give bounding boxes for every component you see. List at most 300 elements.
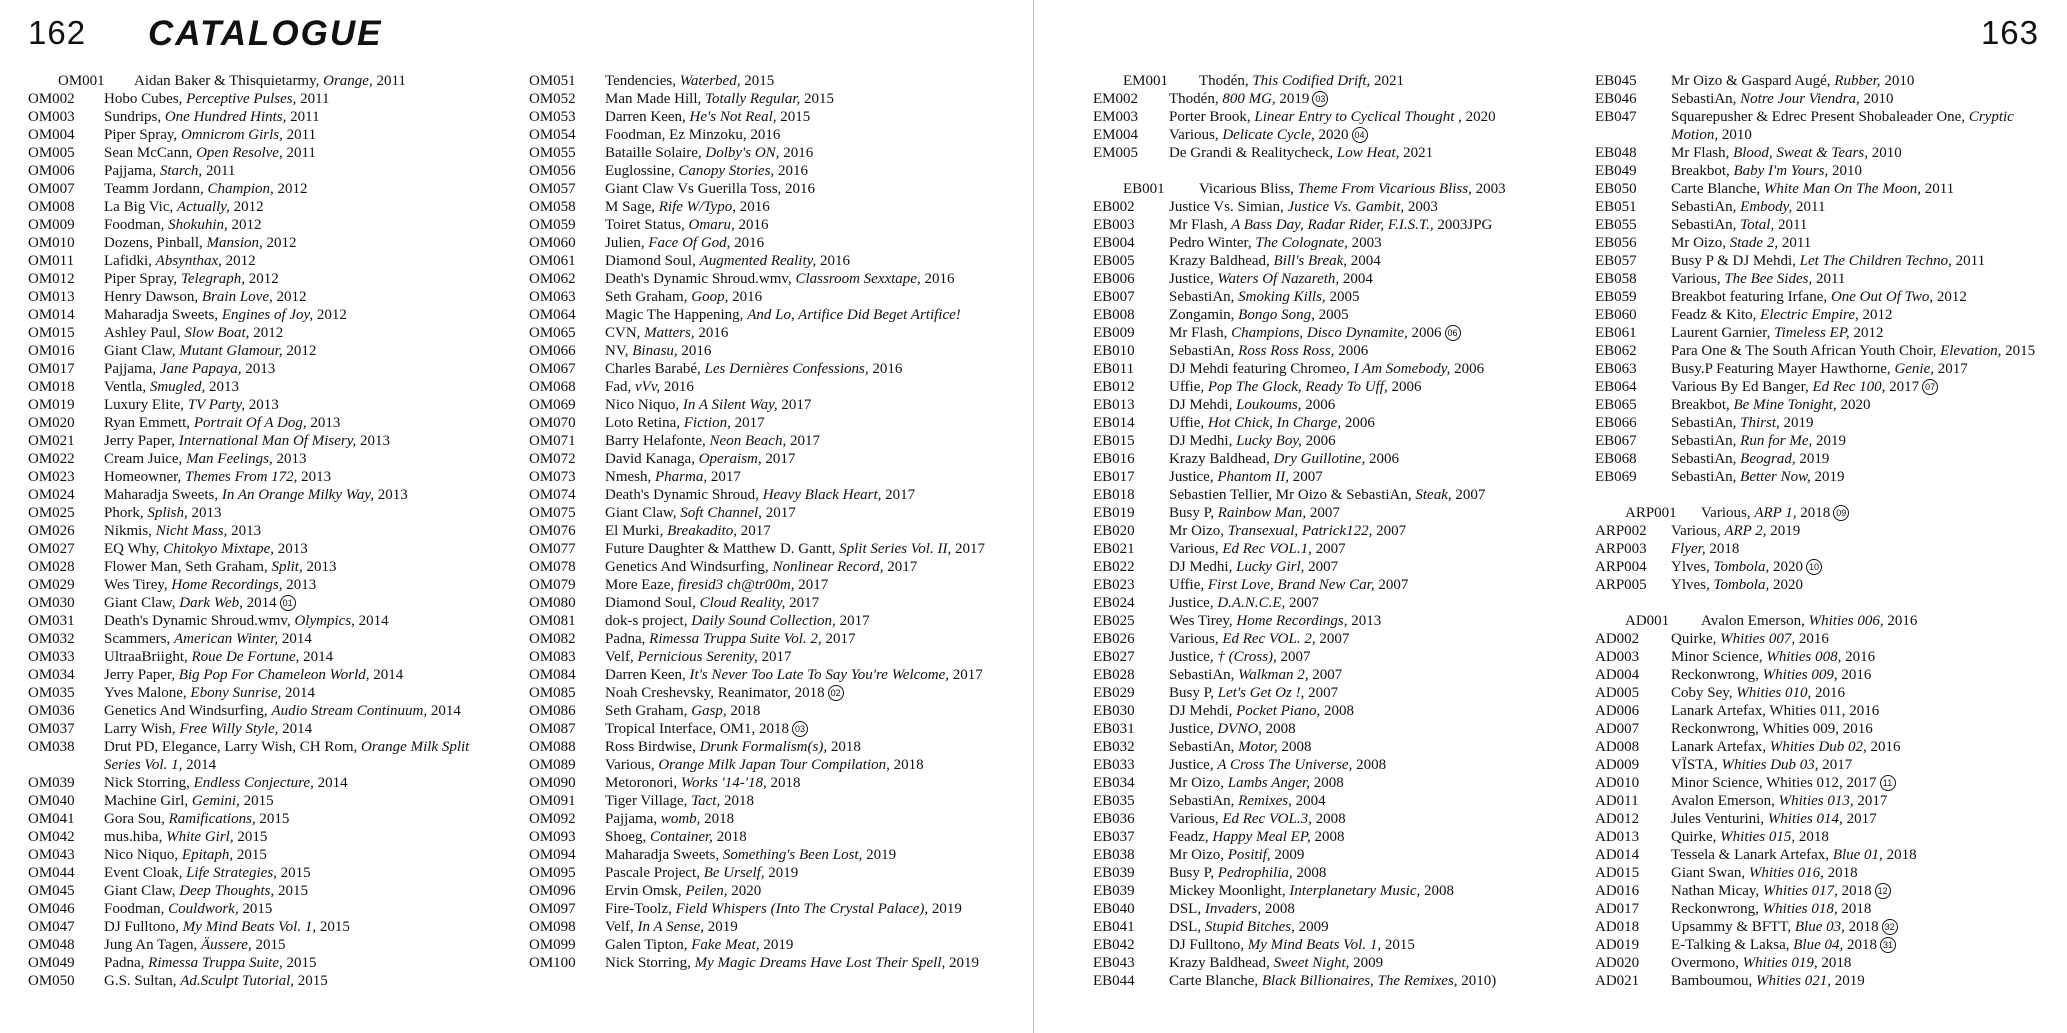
catalogue-description	[1671, 378, 2063, 396]
artist-text: David Kanaga,	[605, 451, 699, 467]
release-title: Absynthax,	[155, 253, 222, 269]
artist-text: Para One & The South African Youth Choir,	[1671, 343, 1941, 359]
release-title: DVNO,	[1217, 721, 1262, 737]
artist-text: E-Talking & Laksa,	[1671, 937, 1794, 953]
release-year: 2017	[881, 487, 916, 503]
release-title: Genie,	[1894, 361, 1935, 377]
catalogue-entry	[28, 900, 498, 918]
release-year: 2011	[296, 91, 330, 107]
catalogue-description	[104, 378, 498, 396]
catalogue-description	[104, 144, 498, 162]
catalogue-code: OM091	[529, 793, 576, 809]
catalogue-code: EB038	[1093, 847, 1135, 863]
artist-text: Diamond Soul,	[605, 253, 700, 269]
artist-text: Carte Blanche,	[1169, 973, 1262, 989]
release-title: The Colognate,	[1255, 235, 1348, 251]
catalogue-code: AD004	[1595, 667, 1640, 683]
release-year: 2004	[1291, 793, 1326, 809]
catalogue-entry	[1595, 936, 2063, 954]
artist-text: Breakbot,	[1671, 397, 1734, 413]
catalogue-description	[104, 306, 498, 324]
catalogue-code: EB020	[1093, 523, 1135, 539]
catalogue-entry	[1093, 558, 1583, 576]
catalogue-description	[605, 702, 1009, 720]
catalogue-description	[1671, 900, 2063, 918]
catalogue-description	[1671, 774, 2063, 792]
catalogue-entry	[1093, 504, 1583, 522]
catalogue-code: EB058	[1595, 271, 1637, 287]
catalogue-code: EB024	[1093, 595, 1135, 611]
artist-text: Nico Niquo,	[104, 847, 182, 863]
release-year: 2019	[1275, 91, 1310, 107]
catalogue-code: OM031	[28, 613, 75, 629]
catalogue-code: OM079	[529, 577, 576, 593]
catalogue-entry	[1595, 234, 2063, 252]
catalogue-description	[605, 792, 1009, 810]
catalogue-description	[1169, 504, 1583, 522]
catalogue-code: EB062	[1595, 343, 1637, 359]
catalogue-code: EB066	[1595, 415, 1637, 431]
catalogue-entry	[1093, 108, 1583, 126]
release-title: Ross Ross Ross,	[1238, 343, 1335, 359]
catalogue-description	[605, 486, 1009, 504]
release-title: Stupid Bitches,	[1204, 919, 1295, 935]
catalogue-entry	[529, 108, 1009, 126]
release-year: 2008	[1292, 865, 1327, 881]
catalogue-description	[104, 522, 498, 540]
catalogue-entry	[1595, 846, 2063, 864]
catalogue-description	[1169, 630, 1583, 648]
release-year: 2008	[1311, 811, 1346, 827]
catalogue-entry	[28, 504, 498, 522]
release-year: 2011	[1792, 199, 1826, 215]
release-year: 2013	[306, 415, 341, 431]
release-year: 2006	[1407, 325, 1442, 341]
catalogue-entry	[1093, 198, 1583, 216]
catalogue-description	[1671, 180, 2063, 198]
release-title: Whities 015,	[1720, 829, 1796, 845]
catalogue-code: EB049	[1595, 163, 1637, 179]
artist-text: Ryan Emmett,	[104, 415, 194, 431]
catalogue-entry	[1093, 378, 1583, 396]
release-year: 2015	[276, 865, 311, 881]
artist-text: Wes Tirey,	[104, 577, 172, 593]
catalogue-entry	[1595, 288, 2063, 306]
release-year: 2016	[868, 361, 903, 377]
catalogue-code: OM036	[28, 703, 75, 719]
catalogue-description	[1671, 630, 2063, 648]
release-year: 2012	[262, 235, 297, 251]
artist-text: DJ Mehdi,	[1169, 703, 1237, 719]
catalogue-entry	[529, 846, 1009, 864]
catalogue-description	[1169, 792, 1583, 810]
artist-text: Pajjama,	[104, 361, 160, 377]
catalogue-code: EB003	[1093, 217, 1135, 233]
catalogue-description	[1671, 648, 2063, 666]
catalogue-entry	[1595, 216, 2063, 234]
release-title: One Out Of Two,	[1830, 289, 1934, 305]
catalogue-code: OM062	[529, 271, 576, 287]
catalogue-description	[1169, 882, 1583, 900]
catalogue-entry	[1093, 522, 1583, 540]
catalogue-description	[1169, 450, 1583, 468]
catalogue-code: AD003	[1595, 649, 1640, 665]
catalogue-code: OM099	[529, 937, 576, 953]
artist-text: Genetics And Windsurfing,	[104, 703, 272, 719]
catalogue-entry	[28, 486, 498, 504]
catalogue-code: OM016	[28, 343, 75, 359]
release-year: 2019	[764, 865, 799, 881]
catalogue-description	[1169, 846, 1583, 864]
catalogue-code: OM037	[28, 721, 75, 737]
release-year: 2014	[182, 757, 217, 773]
catalogue-entry	[1093, 234, 1583, 252]
catalogue-description	[1671, 810, 2063, 828]
catalogue-description	[1671, 306, 2063, 324]
release-title: Sweet Night,	[1273, 955, 1350, 971]
artist-text: Giant Claw Vs Guerilla Toss, 2016	[605, 181, 816, 197]
catalogue-entry	[1595, 954, 2063, 972]
catalogue-column-1	[28, 72, 498, 990]
section-gap	[1595, 486, 2063, 504]
artist-text: Uffie,	[1169, 379, 1208, 395]
catalogue-code: EB067	[1595, 433, 1637, 449]
release-title: Omnicrom Girls,	[180, 127, 283, 143]
release-title: Whities 017,	[1762, 883, 1838, 899]
artist-text: Busy P,	[1169, 685, 1218, 701]
catalogue-code: EB019	[1093, 505, 1135, 521]
catalogue-description	[605, 648, 1009, 666]
catalogue-code: OM072	[529, 451, 576, 467]
catalogue-code: OM098	[529, 919, 576, 935]
catalogue-code: EM002	[1093, 91, 1138, 107]
catalogue-code: EB032	[1093, 739, 1135, 755]
release-year: 2007	[1311, 541, 1346, 557]
release-title: The Bee Sides,	[1724, 271, 1813, 287]
catalogue-code: EB004	[1093, 235, 1135, 251]
release-year: 2019	[1810, 469, 1845, 485]
catalogue-entry	[1093, 90, 1583, 108]
artist-text: Feadz & Kito,	[1671, 307, 1761, 323]
artist-text: SebastiAn,	[1671, 91, 1741, 107]
catalogue-description	[1169, 198, 1583, 216]
artist-text: dok-s project,	[605, 613, 692, 629]
artist-text: Hobo Cubes,	[104, 91, 187, 107]
artist-text: Carte Blanche,	[1671, 181, 1764, 197]
artist-text: DSL,	[1169, 901, 1205, 917]
catalogue-description	[605, 342, 1009, 360]
catalogue-code: EB017	[1093, 469, 1135, 485]
release-year: 2007	[1451, 487, 1486, 503]
artist-text: Padna,	[605, 631, 650, 647]
catalogue-code: ARP001	[1625, 505, 1677, 521]
release-title: American Winter,	[173, 631, 279, 647]
catalogue-entry	[529, 432, 1009, 450]
catalogue-code: OM024	[28, 487, 75, 503]
catalogue-description	[1169, 774, 1583, 792]
artist-text: More Eaze,	[605, 577, 678, 593]
catalogue-description	[104, 450, 498, 468]
artist-text: Foodman, Ez Minzoku, 2016	[605, 127, 781, 143]
artist-text: Velf,	[605, 649, 638, 665]
release-year: 2016	[1837, 667, 1872, 683]
release-title: Home Recordings,	[171, 577, 283, 593]
release-title: Something's Been Lost,	[722, 847, 863, 863]
footnote-badge: 10	[1806, 559, 1822, 575]
release-year: 2007	[1276, 649, 1311, 665]
release-title: Whities 009,	[1762, 667, 1838, 683]
release-title: First Love, Brand New Car,	[1207, 577, 1375, 593]
catalogue-description	[605, 630, 1009, 648]
catalogue-code: AD005	[1595, 685, 1640, 701]
catalogue-entry	[28, 972, 498, 990]
catalogue-description	[104, 486, 498, 504]
release-title: Linear Entry to Cyclical Thought ,	[1254, 109, 1462, 125]
catalogue-entry	[529, 666, 1009, 684]
artist-text: Thodén,	[1199, 73, 1253, 89]
release-year: 2012	[313, 307, 347, 323]
catalogue-entry	[529, 90, 1009, 108]
catalogue-description	[605, 540, 1009, 558]
catalogue-entry	[1595, 324, 2063, 342]
release-year: 2020	[727, 883, 762, 899]
catalogue-code: EB057	[1595, 253, 1637, 269]
release-title: Bill's Break,	[1273, 253, 1348, 269]
catalogue-code: OM038	[28, 739, 75, 755]
release-title: Low Heat,	[1336, 145, 1400, 161]
release-title: Be Mine Tonight,	[1733, 397, 1837, 413]
release-year: 2020	[1836, 397, 1871, 413]
release-year: 2019	[928, 901, 962, 917]
release-year: 2015	[233, 829, 268, 845]
catalogue-code: EB039	[1093, 865, 1135, 881]
footnote-badge: 04	[1352, 127, 1368, 143]
catalogue-entry	[1093, 918, 1583, 936]
catalogue-code: AD020	[1595, 955, 1640, 971]
release-year: 2018	[1843, 937, 1877, 953]
catalogue-code: OM023	[28, 469, 75, 485]
catalogue-entry	[28, 252, 498, 270]
catalogue-description	[134, 72, 498, 90]
artist-text: Breakbot,	[1671, 163, 1734, 179]
release-title: I Am Somebody,	[1353, 361, 1451, 377]
catalogue-code: OM047	[28, 919, 75, 935]
catalogue-entry	[1595, 504, 2063, 522]
artist-text: Busy P & DJ Mehdi,	[1671, 253, 1800, 269]
artist-text: Future Daughter & Matthew D. Gantt,	[605, 541, 840, 557]
release-year: 2017	[1885, 379, 1920, 395]
catalogue-description	[605, 180, 1009, 198]
catalogue-entry	[529, 342, 1009, 360]
release-year: 2015	[740, 73, 775, 89]
artist-text: Breakbot featuring Irfane,	[1671, 289, 1831, 305]
release-year: 2007	[1306, 505, 1340, 521]
catalogue-description	[1671, 432, 2063, 450]
release-title: Brain Love,	[201, 289, 273, 305]
catalogue-code: EM001	[1123, 73, 1168, 89]
catalogue-code: OM056	[529, 163, 576, 179]
artist-text: Maharadja Sweets,	[104, 487, 222, 503]
artist-text: Bamboumou,	[1671, 973, 1756, 989]
catalogue-description	[1169, 720, 1583, 738]
artist-text: Velf,	[605, 919, 638, 935]
artist-text: Euglossine,	[605, 163, 679, 179]
release-year: 2008	[1320, 703, 1354, 719]
release-title: Split Series Vol. II,	[839, 541, 952, 557]
artist-text: Giant Claw,	[104, 883, 180, 899]
catalogue-code: EM005	[1093, 145, 1138, 161]
catalogue-description	[1671, 72, 2063, 90]
catalogue-code: EB061	[1595, 325, 1637, 341]
catalogue-code: OM087	[529, 721, 576, 737]
catalogue-entry	[1093, 72, 1583, 90]
artist-text: Various,	[1671, 271, 1725, 287]
release-title: Motor,	[1238, 739, 1278, 755]
artist-text: Padna,	[104, 955, 149, 971]
catalogue-entry	[529, 576, 1009, 594]
artist-text: Julien,	[605, 235, 649, 251]
release-title: Whities 016,	[1748, 865, 1824, 881]
catalogue-description	[1169, 324, 1583, 342]
catalogue-entry	[1595, 918, 2063, 936]
release-year: 2013	[244, 397, 279, 413]
catalogue-entry	[28, 576, 498, 594]
release-year: 2012	[244, 271, 279, 287]
artist-text: Mr Oizo,	[1169, 847, 1228, 863]
catalogue-description	[1169, 342, 1583, 360]
catalogue-description	[104, 558, 498, 576]
catalogue-code: OM018	[28, 379, 75, 395]
catalogue-code: EB036	[1093, 811, 1135, 827]
catalogue-code: OM096	[529, 883, 576, 899]
artist-text: Homeowner,	[104, 469, 186, 485]
catalogue-description	[104, 738, 498, 774]
catalogue-code: AD015	[1595, 865, 1640, 881]
release-title: Augmented Reality,	[699, 253, 817, 269]
release-title: Interplanetary Music,	[1289, 883, 1421, 899]
catalogue-entry	[529, 324, 1009, 342]
release-year: 2018	[1844, 919, 1879, 935]
artist-text: Charles Barabé,	[605, 361, 705, 377]
catalogue-description	[1701, 504, 2063, 522]
catalogue-description	[104, 666, 498, 684]
release-title: Tact,	[691, 793, 721, 809]
catalogue-description	[1169, 306, 1583, 324]
catalogue-entry	[1595, 558, 2063, 576]
artist-text: Aidan Baker & Thisquietarmy,	[134, 73, 324, 89]
release-year: 2013	[356, 433, 391, 449]
artist-text: Busy P,	[1169, 505, 1218, 521]
artist-text: Man Made Hill,	[605, 91, 705, 107]
release-title: Tombola,	[1713, 559, 1770, 575]
release-year: 2011	[1778, 235, 1812, 251]
catalogue-entry	[1093, 630, 1583, 648]
artist-text: Death's Dynamic Shroud.wmv,	[605, 271, 796, 287]
artist-text: SebastiAn,	[1671, 433, 1741, 449]
release-year: 2016	[728, 289, 763, 305]
release-year: 2007	[1285, 595, 1319, 611]
release-year: 2018	[726, 703, 761, 719]
release-year: 2015	[255, 811, 290, 827]
catalogue-entry	[1093, 270, 1583, 288]
catalogue-entry	[529, 864, 1009, 882]
release-title: Transexual, Patrick122,	[1227, 523, 1373, 539]
artist-text: Justice Vs. Simian,	[1169, 199, 1288, 215]
catalogue-entry	[1595, 522, 2063, 540]
release-title: Loukoums,	[1236, 397, 1302, 413]
catalogue-entry	[28, 144, 498, 162]
release-year: 2009	[1349, 955, 1384, 971]
catalogue-entry	[529, 504, 1009, 522]
release-title: Happy Meal EP,	[1212, 829, 1311, 845]
catalogue-code: OM050	[28, 973, 75, 989]
release-year: 2017	[1818, 757, 1853, 773]
catalogue-description	[605, 756, 1009, 774]
artist-text: Uffie,	[1169, 415, 1208, 431]
catalogue-description	[1671, 756, 2063, 774]
catalogue-description	[1169, 540, 1583, 558]
catalogue-description	[1701, 612, 2063, 630]
catalogue-entry	[529, 900, 1009, 918]
catalogue-entry	[529, 378, 1009, 396]
footnote-badge: 32	[1882, 919, 1898, 935]
release-title: Baby I'm Yours,	[1733, 163, 1829, 179]
catalogue-code: OM074	[529, 487, 576, 503]
release-title: Canopy Stories,	[678, 163, 775, 179]
catalogue-description	[605, 198, 1009, 216]
release-title: Pocket Piano,	[1236, 703, 1321, 719]
release-title: Orange,	[323, 73, 373, 89]
catalogue-description	[104, 954, 498, 972]
release-title: Classroom Sexxtape,	[795, 271, 921, 287]
release-year: 2020	[1769, 577, 1803, 593]
release-title: Whities 014,	[1767, 811, 1843, 827]
catalogue-description	[104, 198, 498, 216]
artist-text: Quirke,	[1671, 631, 1721, 647]
release-title: Home Recordings,	[1236, 613, 1348, 629]
catalogue-entry	[1595, 882, 2063, 900]
catalogue-description	[605, 828, 1009, 846]
catalogue-code: OM052	[529, 91, 576, 107]
artist-text: SebastiAn,	[1169, 343, 1239, 359]
release-title: Splish,	[147, 505, 188, 521]
catalogue-description	[1671, 144, 2063, 162]
release-year: 2010	[1867, 145, 1902, 161]
catalogue-entry	[28, 126, 498, 144]
catalogue-description	[1671, 360, 2063, 378]
catalogue-description	[1169, 972, 1583, 990]
artist-text: Tendencies,	[605, 73, 680, 89]
catalogue-entry	[28, 936, 498, 954]
catalogue-description	[605, 306, 1009, 324]
catalogue-entry	[1093, 450, 1583, 468]
catalogue-description	[1169, 432, 1583, 450]
catalogue-description	[1671, 270, 2063, 288]
catalogue-entry	[28, 594, 498, 612]
catalogue-description	[605, 810, 1009, 828]
release-title: Theme From Vicarious Bliss,	[1297, 181, 1472, 197]
section-gap	[1093, 162, 1583, 180]
artist-text: Various,	[1169, 811, 1223, 827]
catalogue-entry	[529, 216, 1009, 234]
release-year: 2003	[1347, 235, 1382, 251]
release-title: Rife W/Typo,	[658, 199, 736, 215]
release-year: 2013	[297, 469, 332, 485]
artist-text: Shoeg,	[605, 829, 650, 845]
catalogue-code: EM003	[1093, 109, 1138, 125]
artist-text: Henry Dawson,	[104, 289, 202, 305]
artist-text: Seth Graham,	[605, 289, 692, 305]
